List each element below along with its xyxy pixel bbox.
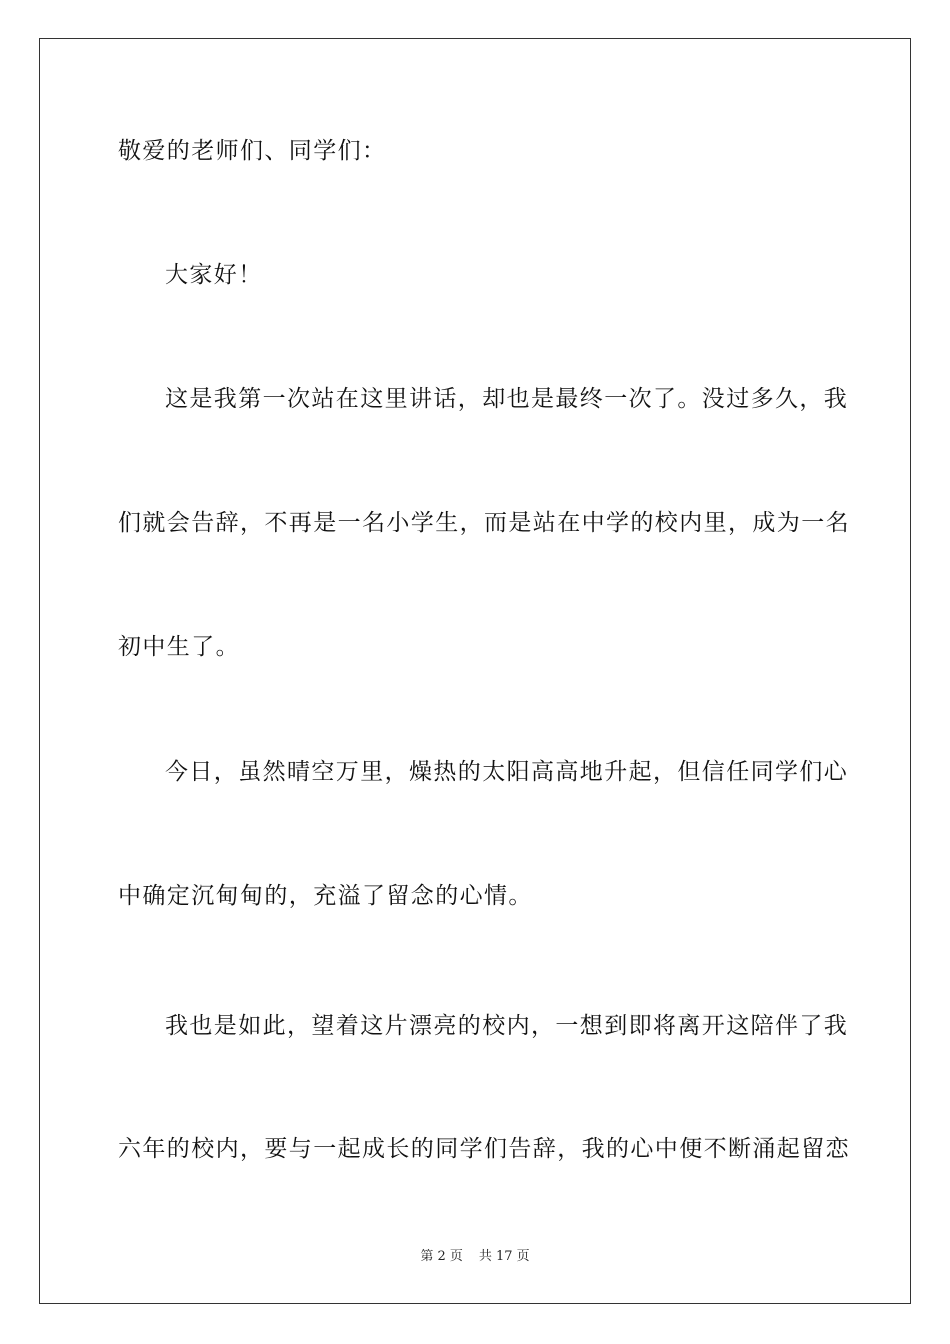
paragraph-3-line-2: 六年的校内，要与一起成长的同学们告辞，我的心中便不断涌起留恋 bbox=[118, 1136, 850, 1162]
page-number: 第 2 页 bbox=[420, 1249, 463, 1264]
greeting-line: 大家好！ bbox=[165, 262, 263, 288]
paragraph-1-line-1: 这是我第一次站在这里讲话，却也是最终一次了。没过多久，我 bbox=[165, 386, 849, 412]
page-total: 共 17 页 bbox=[478, 1249, 530, 1264]
paragraph-1-line-3: 初中生了。 bbox=[118, 634, 240, 660]
page-frame bbox=[39, 38, 911, 1304]
page-footer bbox=[0, 1249, 950, 1265]
paragraph-2-line-2: 中确定沉甸甸的，充溢了留念的心情。 bbox=[118, 883, 533, 909]
paragraph-2-line-1: 今日，虽然晴空万里，燥热的太阳高高地升起，但信任同学们心 bbox=[165, 759, 849, 785]
paragraph-1-line-2: 们就会告辞，不再是一名小学生，而是站在中学的校内里，成为一名 bbox=[118, 510, 850, 536]
paragraph-3-line-1: 我也是如此，望着这片漂亮的校内，一想到即将离开这陪伴了我 bbox=[165, 1013, 849, 1039]
salutation-line: 敬爱的老师们、同学们： bbox=[118, 138, 387, 164]
